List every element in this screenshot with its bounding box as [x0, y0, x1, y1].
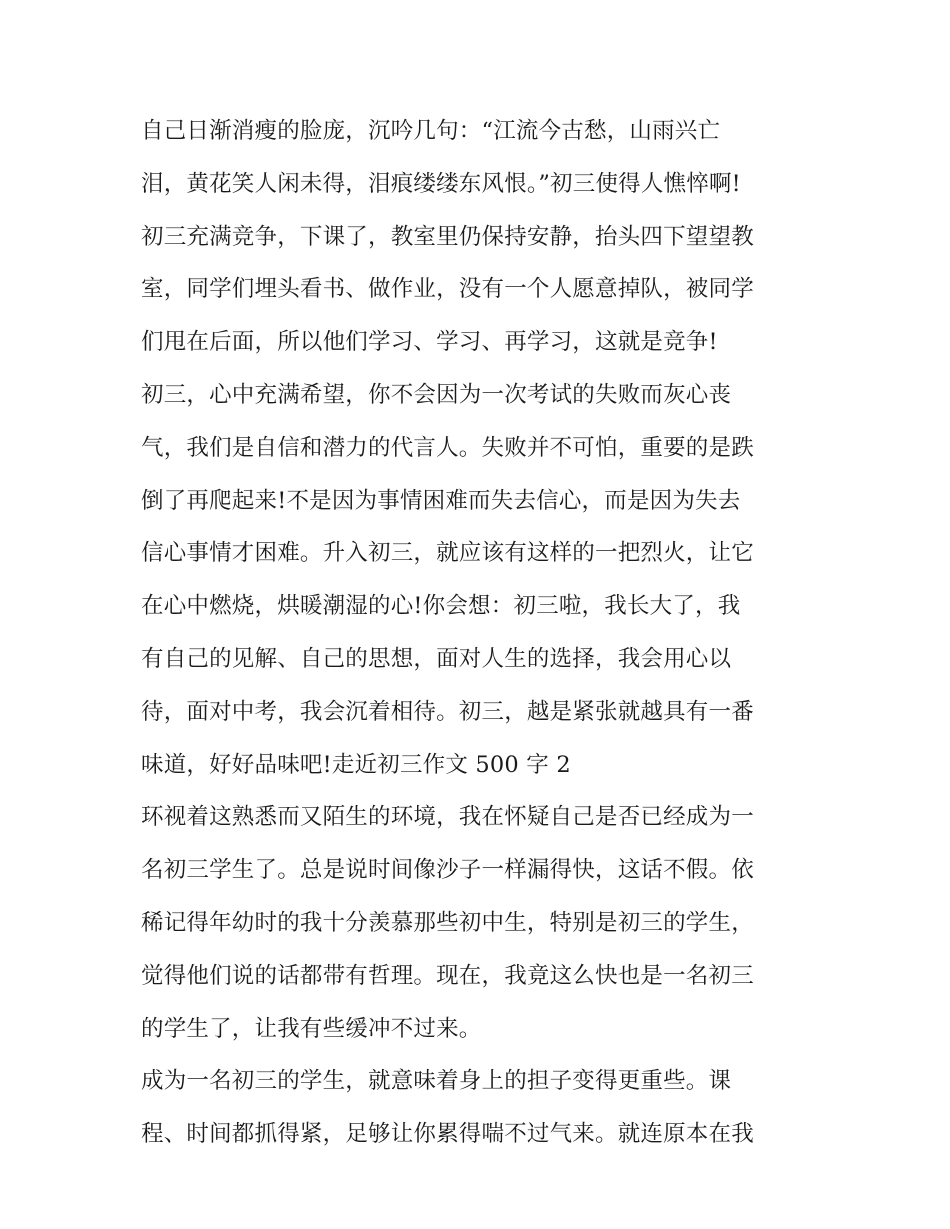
text-line: 名初三学生了。总是说时间像沙子一样漏得快，这话不假。依: [141, 857, 754, 884]
text-line: 味道，好好品味吧!走近初三作文 500 字 2: [141, 751, 571, 778]
text-line: 初三，心中充满希望，你不会因为一次考试的失败而灰心丧: [141, 381, 732, 408]
document-body: [141, 110, 813, 1166]
text-line: 初三充满竞争，下课了，教室里仍保持安静，抬头四下望望教: [141, 223, 754, 250]
text-line: 室，同学们埋头看书、做作业，没有一个人愿意掉队，被同学: [141, 276, 754, 303]
text-line: 气，我们是自信和潜力的代言人。失败并不可怕，重要的是跌: [141, 434, 754, 461]
text-line: 觉得他们说的话都带有哲理。现在，我竟这么快也是一名初三: [141, 962, 754, 989]
text-line: 程、时间都抓得紧，足够让你累得喘不过气来。就连原本在我: [141, 1121, 754, 1148]
text-line: 有自己的见解、自己的思想，面对人生的选择，我会用心以: [141, 645, 732, 672]
text-line: 信心事情才困难。升入初三，就应该有这样的一把烈火，让它: [141, 540, 754, 567]
text-line: 环视着这熟悉而又陌生的环境，我在怀疑自己是否已经成为一: [141, 804, 754, 831]
text-line: 在心中燃烧，烘暖潮湿的心!你会想：初三啦，我长大了，我: [141, 593, 741, 620]
text-line: 成为一名初三的学生，就意味着身上的担子变得更重些。课: [141, 1068, 732, 1095]
text-line: 们甩在后面，所以他们学习、学习、再学习，这就是竞争!: [141, 329, 718, 356]
text-line: 的学生了，让我有些缓冲不过来。: [141, 1015, 482, 1042]
text-line: 稀记得年幼时的我十分羡慕那些初中生，特别是初三的学生，: [141, 909, 754, 936]
text-line: 待，面对中考，我会沉着相待。初三，越是紧张就越具有一番: [141, 698, 754, 725]
text-line: 自己日渐消瘦的脸庞，沉吟几句：“江流今古愁，山雨兴亡: [141, 118, 721, 144]
text-line: 倒了再爬起来!不是因为事情困难而失去信心，而是因为失去: [141, 487, 741, 514]
text-line: 泪，黄花笑人闲未得，泪痕缕缕东风恨。”初三使得人憔悴啊!: [141, 170, 741, 197]
